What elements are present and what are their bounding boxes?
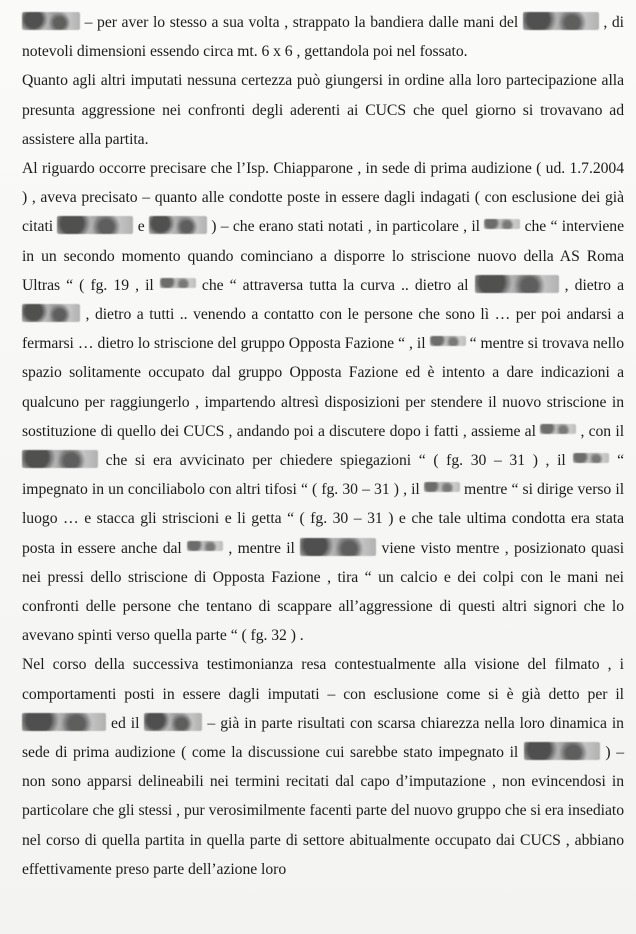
text-segment: che “ attraversa tutta la curva .. dietro al: [195, 276, 475, 294]
redacted-name: [187, 541, 223, 551]
redacted-name: [300, 538, 376, 556]
text-segment: – per aver lo stesso a sua volta , strappato la bandiera dalle mani del: [80, 14, 523, 31]
redacted-name: [524, 742, 600, 760]
redacted-name: [540, 424, 576, 434]
paragraph: [22, 650, 624, 884]
redacted-name: [484, 219, 520, 229]
redacted-name: [160, 278, 196, 288]
text-segment: , mentre il: [223, 539, 301, 557]
text-segment: Nel corso della successiva testimonianza resa contestualmente alla visione del filmato , i comportamenti posti in essere dagli imputati – con esclusione come si è già detto per il: [22, 656, 624, 703]
redacted-name: [22, 713, 106, 731]
redacted-name: [22, 304, 80, 322]
text-segment: Al riguardo occorre precisare che l’Isp. Chiapparone , in sede di prima audizione ( ud. 1.7.2004 ) , aveva precisato – quanto alle condotte poste in essere dagli indagati ( con esclusione dei già citati: [22, 160, 624, 236]
redacted-name: [57, 216, 133, 234]
redacted-name: [475, 275, 559, 293]
paragraph: [22, 154, 624, 650]
redacted-name: [22, 12, 80, 30]
paragraph: [22, 66, 624, 154]
text-segment: , dietro a: [558, 276, 624, 294]
text-segment: “ impegnato in un conciliabolo con altri tifosi “ ( fg. 30 – 31 ) , il: [22, 452, 624, 499]
redacted-name: [144, 713, 202, 731]
paragraph: [22, 8, 624, 66]
text-segment: ) – non sono apparsi delineabili nei termini recitati dal capo d’imputazione , non evincendosi in particolare che gli stessi , pur verosimilmente facenti parte del nuovo gruppo che si era insediato nel corso di quella partita in quella parte di settore abitualmente occupato dai CUCS , abbiano effettivamente preso parte dell’azione loro: [22, 744, 624, 878]
text-segment: che “ interviene in un secondo momento quando cominciano a disporre lo striscione nuovo della AS Roma Ultras “ ( fg. 19 , il: [22, 218, 624, 294]
text-segment: “ mentre si trovava nello spazio solitamente occupato dal gruppo Opposta Fazione ed è intento a dare indicazioni a qualcuno per raggiungerlo , impartendo altresì disposizioni per stendere il nuovo striscione in sostituzione di quello dei CUCS , andando poi a discutere dopo i fatti , assieme al: [22, 335, 624, 440]
redacted-name: [424, 482, 460, 492]
text-segment: viene visto mentre , posizionato quasi nei pressi dello striscione di Opposta Fazione , tira “ un calcio e dei colpi con le mani nei confronti delle persone che tentano di scappare all’aggressione di questi altri signori che lo avevano spinti verso quella parte “ ( fg. 32 ) .: [22, 539, 624, 645]
text-segment: Quanto agli altri imputati nessuna certezza può giungersi in ordine alla loro partecipazione alla presunta aggressione nei confronti degli aderenti ai CUCS che quel giorno si trovavano ad assistere alla partita.: [22, 72, 624, 148]
text-segment: ed il: [106, 714, 145, 732]
redacted-name: [573, 453, 609, 463]
text-segment: ) – che erano stati notati , in particolare , il: [206, 218, 485, 236]
redacted-name: [430, 336, 466, 346]
document-body: [22, 8, 624, 884]
text-segment: che si era avvicinato per chiedere spiegazioni “ ( fg. 30 – 31 ) , il: [98, 452, 574, 470]
text-segment: e: [133, 218, 149, 236]
text-segment: , con il: [576, 422, 624, 440]
redacted-name: [22, 450, 98, 468]
text-segment: , dietro a tutti .. venendo a contatto con le persone che sono lì … per poi andarsi a fermarsi … dietro lo striscione del gruppo Opposta Fazione “ , il: [22, 306, 624, 353]
redacted-name: [149, 216, 207, 234]
text-segment: mentre “ si dirige verso il luogo … e stacca gli striscioni e li getta “ ( fg. 30 – 31 ) e che tale ultima condotta era stata posta in essere anche dal: [22, 481, 625, 557]
redacted-name: [523, 12, 599, 30]
text-segment: , di notevoli dimensioni essendo circa mt. 6 x 6 , gettandola poi nel fossato.: [22, 14, 624, 61]
text-segment: – già in parte risultati con scarsa chiarezza nella loro dinamica in sede di prima audizione ( come la discussione cui sarebbe stato impegnato il: [22, 714, 624, 762]
